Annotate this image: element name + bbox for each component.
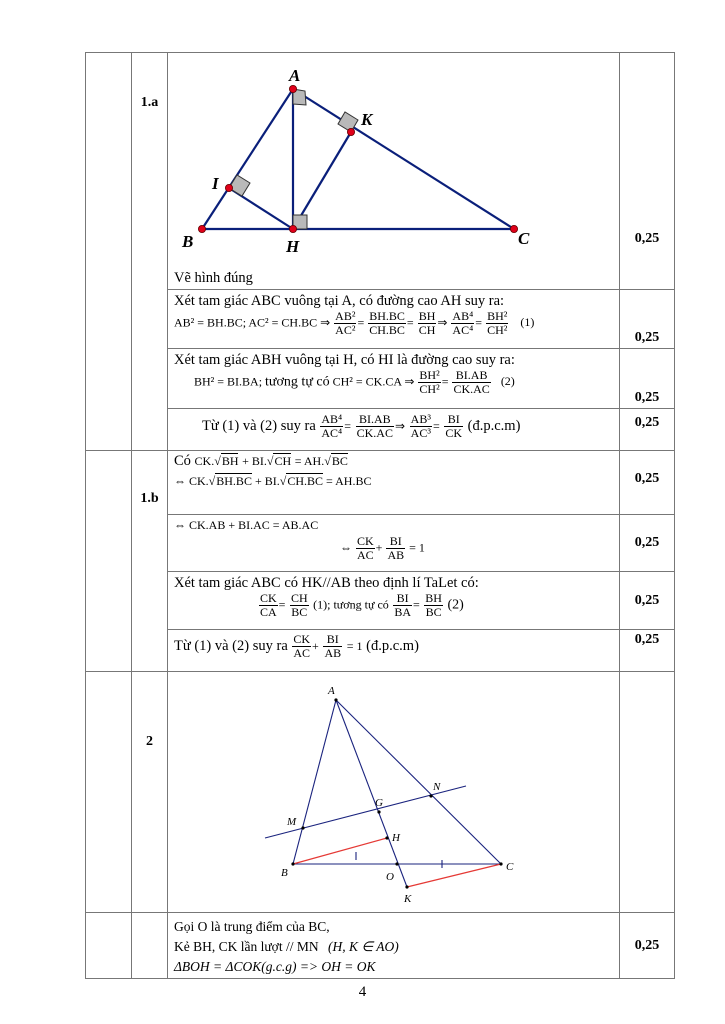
triangle-figure-1 xyxy=(168,53,619,265)
label-k-2: K xyxy=(404,893,412,905)
row-step-r5 xyxy=(86,451,675,515)
r3-eq-a: BH² = BI.BA; xyxy=(194,374,263,389)
r10-cell xyxy=(168,913,620,979)
label-b-2: B xyxy=(281,867,288,879)
part-label-1a: 1.a xyxy=(140,95,159,110)
point-a xyxy=(289,85,296,92)
r7-cell xyxy=(168,572,620,630)
row-step-r6 xyxy=(86,515,675,572)
r7-frac-3: $\frac{BI}{BA}$ xyxy=(394,591,411,619)
r8-equation: Từ (1) và (2) suy ra $\frac{CK}{AC}$ + $\frac{BI}{AB}$ = 1 (đ.p.c.m) xyxy=(174,632,419,660)
r8-frac-2: $\frac{BI}{AB}$ xyxy=(324,632,342,660)
r3-cell xyxy=(168,349,620,409)
label-h: H xyxy=(286,237,300,256)
score-empty-2 xyxy=(620,672,675,913)
r7-frac-2: $\frac{CH}{BC}$ xyxy=(290,591,308,619)
label-a-2: A xyxy=(328,685,335,697)
part-label-2: 2 xyxy=(146,734,153,749)
segment-ck xyxy=(407,864,501,887)
r2-frac-5: $\frac{\text{BH²}}{\text{CH²}}$ xyxy=(487,309,508,337)
score-r8: 0,25 xyxy=(620,630,675,672)
r3-mid: tương tự có xyxy=(265,374,330,390)
label-a: A xyxy=(289,66,301,85)
triangle-figure-2 xyxy=(168,672,619,908)
left-cell-2 xyxy=(86,672,132,913)
right-angle-i xyxy=(229,175,250,196)
score-r5: 0,25 xyxy=(620,451,675,515)
altitude-hk xyxy=(293,132,351,229)
part-label-1b: 1.b xyxy=(140,491,159,506)
label-g-2: G xyxy=(375,797,383,809)
r3-frac-1: $\frac{\text{BH²}}{\text{CH²}}$ xyxy=(419,368,440,396)
r7-intro: Xét tam giác ABC có HK//AB theo định lí TaLet có: xyxy=(174,575,479,591)
row-figure-1 xyxy=(86,53,675,290)
edge-ab-2 xyxy=(293,700,336,864)
r2-ref: (1) xyxy=(520,315,535,330)
r5-cell xyxy=(168,451,620,515)
r3-ref: (2) xyxy=(500,374,515,389)
part-label-cell-1b xyxy=(132,451,168,672)
label-k: K xyxy=(361,110,373,129)
score-r7: 0,25 xyxy=(620,572,675,630)
edge-ac xyxy=(293,89,514,229)
r10-line-3: ΔBOH = ΔCOK(g.c.g) => OH = OK xyxy=(174,959,376,974)
row-step-r2 xyxy=(86,290,675,349)
figure-2-cell xyxy=(168,672,620,913)
r2-frac-3: $\frac{BH}{CH}$ xyxy=(418,309,436,337)
r2-frac-2: $\frac{BH.BC}{CH.BC}$ xyxy=(369,309,405,337)
row-step-r4 xyxy=(86,409,675,451)
r4-frac-1: $\frac{\text{AB⁴}}{\text{AC⁴}}$ xyxy=(321,412,343,440)
r2-frac-4: $\frac{\text{AB⁴}}{\text{AC⁴}}$ xyxy=(452,309,474,337)
edge-ac-2 xyxy=(336,700,501,864)
r5-line-1: Có CK.√BH + BI.√CH = AH.√BC xyxy=(174,453,348,469)
point-k xyxy=(347,128,354,135)
row-step-r8 xyxy=(86,630,675,672)
part-label-cell-2 xyxy=(132,672,168,913)
page-number: 4 xyxy=(358,984,367,1000)
r3-intro: Xét tam giác ABH vuông tại H, có HI là đường cao suy ra: xyxy=(174,352,515,368)
r7-frac-4: $\frac{BH}{BC}$ xyxy=(425,591,442,619)
r8-cell xyxy=(168,630,620,672)
r5-line-2: ⇔ CK.√BH.BC + BI.√CH.BC = AH.BC xyxy=(174,474,372,488)
row-figure-2 xyxy=(86,672,675,913)
row-step-r3 xyxy=(86,349,675,409)
label-i: I xyxy=(212,174,219,193)
r4-frac-3: $\frac{\text{AB³}}{\text{AC³}}$ xyxy=(410,412,431,440)
point-c xyxy=(510,225,517,232)
label-n-2: N xyxy=(433,781,441,793)
r2-eq-a: AB² = BH.BC; AC² = CH.BC ⇒ xyxy=(174,315,331,330)
r2-frac-1: $\frac{\text{AB²}}{\text{AC²}}$ xyxy=(335,309,356,337)
score-r4: 0,25 xyxy=(620,409,675,451)
solution-table xyxy=(85,52,675,979)
r4-cell xyxy=(168,409,620,451)
r3-eq-b: CH² = CK.CA ⇒ xyxy=(332,374,415,389)
edge-ab xyxy=(202,89,293,229)
point-b xyxy=(198,225,205,232)
r3-frac-2: $\frac{BI.AB}{CK.AC}$ xyxy=(453,368,490,396)
r10-line-1: Gọi O là trung điểm của BC, xyxy=(174,919,330,934)
median-ak xyxy=(336,700,407,887)
score-r3: 0,25 xyxy=(620,349,675,409)
label-m-2: M xyxy=(287,816,297,828)
part-label-cell xyxy=(132,53,168,451)
r2-intro: Xét tam giác ABC vuông tại A, có đường cao AH suy ra: xyxy=(174,293,505,309)
score-r10: 0,25 xyxy=(620,913,675,979)
label-c-2: C xyxy=(506,861,514,873)
figure-caption: Vẽ hình đúng xyxy=(174,270,253,286)
r6-cell xyxy=(168,515,620,572)
r3-equation: BH² = BI.BA; tương tự có CH² = CK.CA ⇒ $\frac{\text{BH²}}{\text{CH²}}$ = $\frac{BI.AB}{CK.AC}$ (2) xyxy=(194,368,515,396)
point-i xyxy=(225,184,232,191)
score-r6: 0,25 xyxy=(620,515,675,572)
r4-post: (đ.p.c.m) xyxy=(467,417,521,434)
left-cell xyxy=(86,53,132,451)
label-h-2: H xyxy=(392,832,400,844)
r2-cell xyxy=(168,290,620,349)
figure-1-cell xyxy=(168,53,620,290)
r6-frac-1: $\frac{CK}{AC}$ xyxy=(357,534,374,562)
r6-frac-2: $\frac{BI}{AB}$ xyxy=(387,534,405,562)
r4-equation: Từ (1) và (2) suy ra $\frac{\text{AB⁴}}{\text{AC⁴}}$ = $\frac{BI.AB}{CK.AC}$ ⇒ $\frac{\text{AB³}}{\text{AC³}}$ = $\frac{BI}{CK}$ (đ.p.c.m) xyxy=(202,412,521,440)
row-step-r7 xyxy=(86,572,675,630)
r8-frac-1: $\frac{CK}{AC}$ xyxy=(293,632,311,660)
r10-text xyxy=(168,913,619,977)
left-cell-3 xyxy=(86,913,132,979)
r6-line-1: ⇔ CK.AB + BI.AC = AB.AC xyxy=(174,518,319,532)
label-b: B xyxy=(182,232,194,251)
r2-equation: AB² = BH.BC; AC² = CH.BC ⇒ $\frac{\text{AB²}}{\text{AC²}}$ = $\frac{BH.BC}{CH.BC}$ = $\frac{BH}{CH}$ ⇒ $\frac{\text{AB⁴}}{\text{AC⁴}}$ = $\frac{\text{BH²}}{\text{CH²}}$ (1) xyxy=(174,309,535,337)
row-step-r10 xyxy=(86,913,675,979)
r7-equation: $\frac{CK}{CA}$ = $\frac{CH}{BC}$ (1); tương tự có $\frac{BI}{BA}$ = $\frac{BH}{BC}$ (2) xyxy=(260,591,464,619)
label-c: C xyxy=(518,229,530,248)
score-r1: 0,25 xyxy=(620,53,675,290)
left-cell-1b xyxy=(86,451,132,672)
label-o-2: O xyxy=(386,871,394,883)
point-h xyxy=(289,225,296,232)
part-label-cell-3 xyxy=(132,913,168,979)
r4-frac-2: $\frac{BI.AB}{CK.AC}$ xyxy=(356,412,393,440)
r10-line-2: Kẻ BH, CK lần lượt // MN (H, K ∈ AO) xyxy=(174,939,399,954)
score-r2: 0,25 xyxy=(620,290,675,349)
r4-frac-4: $\frac{BI}{CK}$ xyxy=(445,412,463,440)
segment-bh xyxy=(293,838,387,864)
r7-frac-1: $\frac{CK}{CA}$ xyxy=(260,591,277,619)
r6-line-2: ⇔ $\frac{CK}{AC}$ + $\frac{BI}{AB}$ = 1 xyxy=(340,534,425,562)
line-mn xyxy=(265,786,466,838)
r4-pre: Từ (1) và (2) suy ra xyxy=(202,417,316,434)
